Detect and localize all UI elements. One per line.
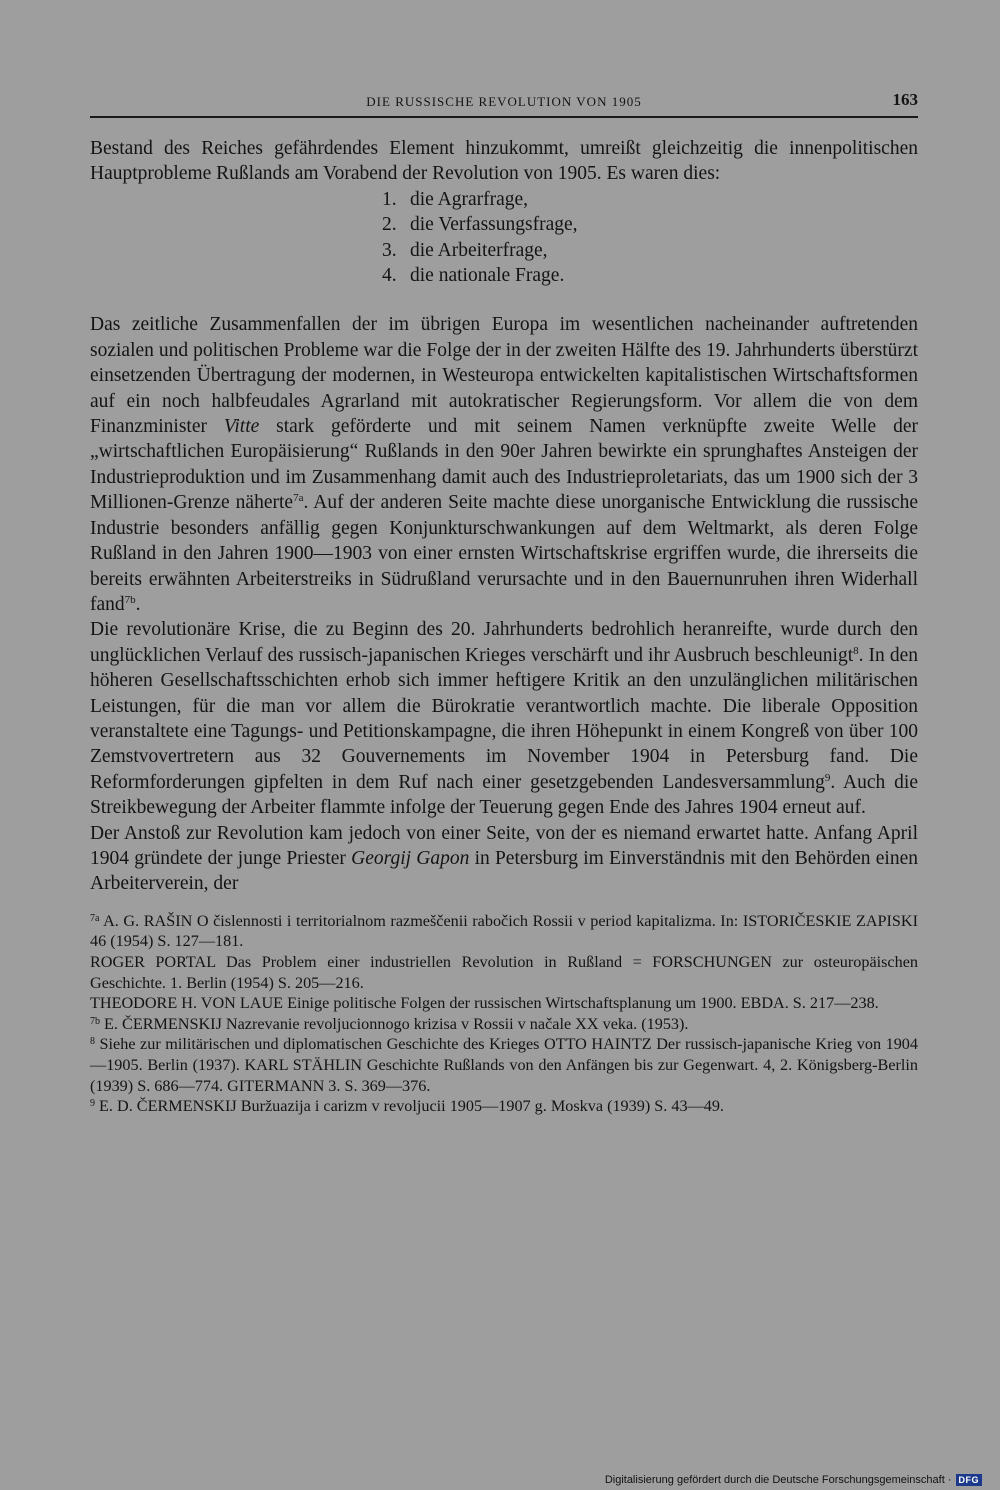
- text-run: . Auf der anderen Seite machte diese unorganische Entwicklung die russische Industrie besonders anfällig gegen Konjunkturschwankungen auf dem Weltmarkt, als deren Folge Rußland in den Jahren 1900—1903 von einer ernsten Wirtschaftskrise ergriffen wurde, die ihrerseits die bereits erwähnten Arbeiterstreiks in Südrußland verursachte und in den Bauernunruhen ihren Widerhall fand: [90, 492, 919, 615]
- text-run: Die revolutionäre Krise, die zu Beginn des 20. Jahrhunderts bedrohlich heranreifte, wurde durch den unglücklichen Verlauf des russisch-japanischen Krieges verschärft und ihr Ausbruch beschleunigt: [90, 619, 918, 666]
- text-run: .: [135, 593, 141, 615]
- text-run: Das zeitliche Zusammenfallen der im übrigen Europa im wesentlichen nacheinander auftretenden sozialen und politischen Probleme war die Folge der in der zweiten Hälfte des 19. Jahrhunderts überstürzt einsetzenden Übertragung der modernen, in Westeuropa entwickelten kapitalistischen Wirtschaftsformen auf ein noch halbfeudales Agrarland mit autokratischer Regierungsform. Vor allem die von dem Finanzminister: [90, 314, 918, 438]
- footnote-mark: 8: [90, 1036, 95, 1048]
- list-number: 1.: [382, 188, 397, 210]
- footnote-text: Siehe zur militärischen und diplomatischen Geschichte des Krieges OTTO HAINTZ Der russisch-japanische Krieg von 1904—1905. Berlin (1937). KARL STÄHLIN Geschichte Rußlands von den Anfängen bis zur Gegenwart. 4, 2. Königsberg-Berlin (1939) S. 686—774. GITERMANN 3. S. 369—376.: [90, 1035, 918, 1095]
- dfg-logo-icon: DFG: [956, 1474, 983, 1486]
- problem-list: [382, 187, 918, 289]
- text-run: stark geförderte und mit seinem Namen verknüpfte zweite Welle der „wirtschaftlichen Europäisierung“ Rußlands in den 90er Jahren bewirkte ein sprunghaftes Ansteigen der Industrieproduktion und im Zusammenhang damit auch des Industrieproletariats, das um 1900 sich der 3 Millionen-Grenze näherte: [90, 416, 918, 514]
- list-text: die Verfassungsfrage,: [410, 214, 578, 236]
- footnote: [90, 993, 918, 1014]
- running-header: [90, 88, 918, 118]
- footnote: [90, 1096, 918, 1117]
- text-run: Der Anstoß zur Revolution kam jedoch von einer Seite, von der es niemand erwartet hatte. Anfang April 1904 gründete der junge Priester: [90, 822, 918, 869]
- footnote-text: THEODORE H. VON LAUE Einige politische Folgen der russischen Wirtschaftsplanung um 1900. EBDA. S. 217—238.: [90, 994, 879, 1013]
- body-text: [90, 136, 918, 897]
- person-name: Georgij Gapon: [351, 847, 470, 869]
- paragraph-europeanization: [90, 312, 918, 617]
- footnote-mark: 9: [90, 1098, 95, 1110]
- list-item: [382, 263, 918, 288]
- running-title: DIE RUSSISCHE REVOLUTION VON 1905: [366, 94, 642, 109]
- text-run: . In den höheren Gesellschaftsschichten erhob sich immer heftigere Kritik an den unzulänglichen militärischen Leistungen, für die man vor allem die Bürokratie verantwortlich machte. Die liberale Opposition veranstaltete eine Tagungs- und Petitionskampagne, die ihren Höhepunkt in einem Kongreß von über 100 Zemstvovertretern aus 32 Gouvernements im November 1904 in Petersburg fand. Die Reformforderungen gipfelten in dem Ruf nach einer gesetzgebenden Landesversammlung: [90, 644, 918, 793]
- intro-paragraph: Bestand des Reiches gefährdendes Element hinzukommt, umreißt gleichzeitig die innenpolitischen Hauptprobleme Rußlands am Vorabend der Revolution von 1905. Es waren dies:: [90, 138, 918, 185]
- footnote-ref: 8: [853, 644, 859, 657]
- list-item: [382, 238, 918, 263]
- text-run: in Petersburg im Einverständnis mit den Behörden einen Arbeiterverein, der: [90, 847, 918, 895]
- footnote: [90, 952, 918, 993]
- footnote-ref: 9: [824, 771, 831, 784]
- footnote-text: E. ČERMENSKIJ Nazrevanie revoljucionnogo krizisa v Rossii v načale XX veka. (1953).: [100, 1014, 689, 1033]
- paragraph-gapon: [90, 821, 918, 897]
- list-number: 4.: [382, 265, 397, 287]
- paragraph-crisis: [90, 617, 918, 820]
- list-number: 2.: [382, 214, 397, 236]
- footnote-mark: 7a: [90, 912, 100, 924]
- list-item: [382, 212, 918, 237]
- text-run: . Auch die Streikbewegung der Arbeiter flammte infolge der Teuerung gegen Ende des Jahres 1904 erneut auf.: [90, 771, 918, 819]
- list-item: [382, 187, 918, 212]
- footnote: [90, 1014, 918, 1035]
- footnote-text: A. G. RAŠIN O čislennosti i territorialnom razmeščenii rabočich Rossii v period kapitalizma. In: ISTORIČESKIE ZAPISKI 46 (1954) S. 127—181.: [90, 911, 918, 951]
- footnote-text: E. D. ČERMENSKIJ Buržuazija i carizm v revoljucii 1905—1907 g. Moskva (1939) S. 43—49.: [95, 1097, 724, 1116]
- person-name: Vitte: [223, 416, 260, 438]
- footnote: [90, 911, 918, 952]
- list-number: 3.: [382, 239, 397, 261]
- footnote-text: ROGER PORTAL Das Problem einer industriellen Revolution in Rußland = FORSCHUNGEN zur osteuropäischen Geschichte. 1. Berlin (1954) S. 205—216.: [90, 952, 918, 992]
- footnote: [90, 1034, 918, 1096]
- list-text: die Agrarfrage,: [410, 188, 529, 210]
- list-text: die Arbeiterfrage,: [410, 239, 548, 261]
- page-number: 163: [892, 90, 918, 109]
- footnotes: [90, 911, 918, 1117]
- footnote-ref: 7b: [124, 593, 136, 606]
- digitization-credit: [605, 1474, 982, 1486]
- list-text: die nationale Frage.: [410, 265, 565, 287]
- document-page: [90, 88, 918, 1117]
- footnote-mark: 7b: [90, 1015, 100, 1027]
- credit-text: Digitalisierung gefördert durch die Deutsche Forschungsgemeinschaft ·: [604, 1474, 952, 1486]
- footnote-ref: 7a: [293, 492, 304, 505]
